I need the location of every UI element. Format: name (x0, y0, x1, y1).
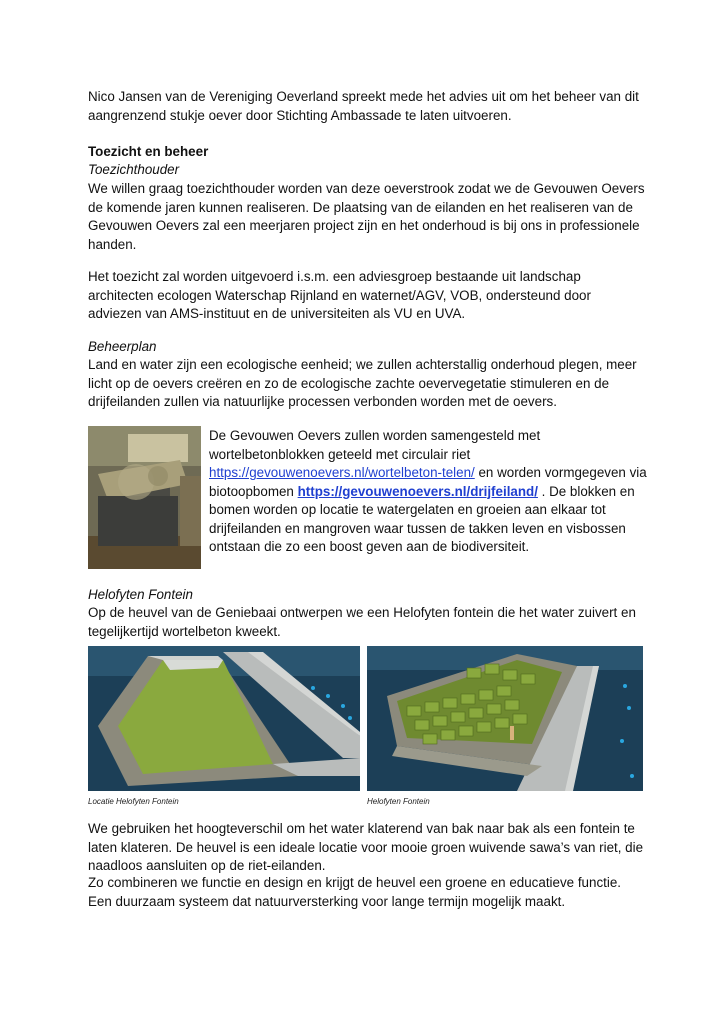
root-concrete-block-photo (88, 426, 201, 569)
blocks-text-3: . De blokken en bomen worden op locatie te watergelaten en groeien aan elkaar tot drijfeilanden en mangroven waar tussen de takken leven en visbossen ontstaan die zo een boost geven aan de biodiversiteit. (209, 483, 635, 554)
advisory-paragraph: Het toezicht zal worden uitgevoerd i.s.m. een adviesgroep bestaande uit landschap architecten ecologen Waterschap Rijnland en waternet/AGV, VOB, ondersteund door adviezen van AMS-instituut en de universiteiten als VU en UVA. (88, 269, 591, 321)
subheading-supervisor: Toezichthouder (88, 162, 180, 177)
blocks-paragraph (209, 427, 649, 557)
blocks-text-2: en worden vormgegeven via biotoopbomen (209, 465, 647, 499)
caption-fountain: Helofyten Fontein (367, 797, 430, 806)
section-heading-supervision: Toezicht en beheer (88, 144, 209, 159)
blocks-text-1: De Gevouwen Oevers zullen worden samengesteld met wortelbetonblokken geteeld met circulair riet (209, 428, 541, 462)
drijfeiland-link[interactable]: https://gevouwenoevers.nl/drijfeiland/ (297, 483, 538, 499)
wortelbeton-link[interactable]: https://gevouwenoevers.nl/wortelbeton-telen/ (209, 465, 475, 480)
subheading-fountain: Helofyten Fontein (88, 587, 193, 602)
management-paragraph: Land en water zijn een ecologische eenheid; we zullen achterstallig onderhoud plegen, meer licht op de oevers creëren en zo de ecologische zachte oevervegetatie stimuleren en de drijfeilanden zullen via natuurlijke processen verbonden worden met de oevers. (88, 357, 637, 409)
intro-paragraph: Nico Jansen van de Vereniging Oeverland spreekt mede het advies uit om het beheer van dit aangrenzend stukje oever door Stichting Ambassade te laten uitvoeren. (88, 89, 639, 123)
subheading-management-plan: Beheerplan (88, 339, 157, 354)
supervisor-paragraph: We willen graag toezichthouder worden van deze oeverstrook zodat we de Gevouwen Oevers de komende jaren kunnen realiseren. De plaatsing van de eilanden en het realiseren van de Gevouwen Oevers zal een meerjaren project zijn en het onderhoud is bij ons in professionele handen. (88, 181, 645, 252)
closing-paragraph-2: Zo combineren we functie en design en krijgt de heuvel een groene en educatieve functie. Een duurzaam systeem dat natuurversterking voor lange termijn mogelijk maakt. (88, 875, 621, 909)
caption-location: Locatie Helofyten Fontein (88, 797, 179, 806)
fountain-render (367, 646, 643, 791)
fountain-paragraph: Op de heuvel van de Geniebaai ontwerpen we een Helofyten fontein die het water zuivert en tegelijkertijd wortelbeton kweekt. (88, 605, 636, 639)
closing-paragraph-1: We gebruiken het hoogteverschil om het water klaterend van bak naar bak als een fontein te laten klateren. De heuvel is een ideale locatie voor mooie groen wuivende sawa’s van riet, die naadloos aansluiten op de riet-eilanden. (88, 821, 644, 873)
fountain-location-render (88, 646, 360, 791)
